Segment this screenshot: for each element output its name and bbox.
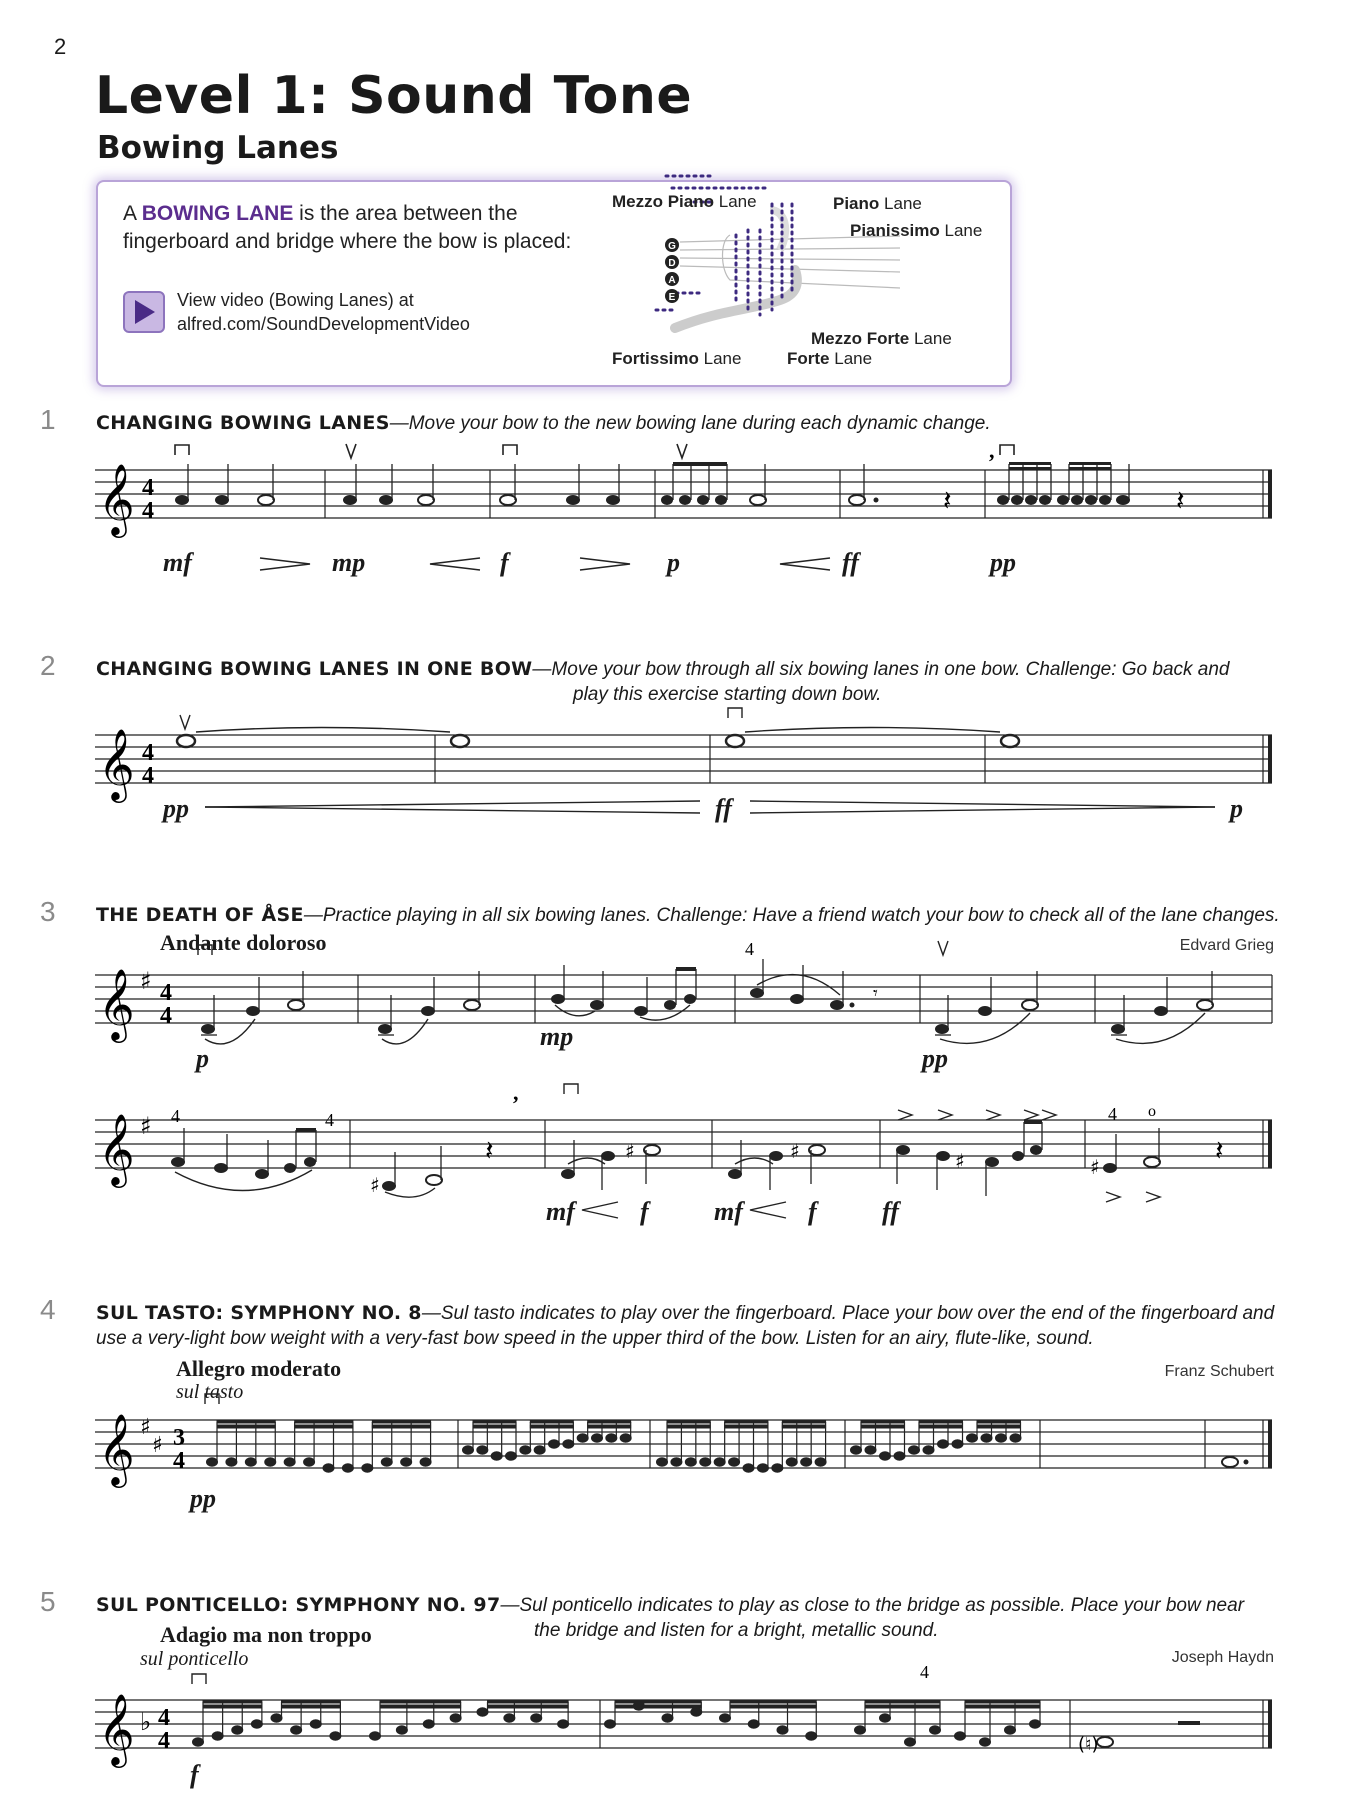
tempo-marking: Allegro moderato xyxy=(176,1356,342,1381)
exercise-heading: SUL TASTO: SYMPHONY NO. 8—Sul tasto indicates to play over the fingerboard. Place your bow over the end of the fingerboard and xyxy=(96,1302,1275,1324)
note-head xyxy=(851,1446,862,1454)
note-beam xyxy=(615,1700,701,1703)
note-head xyxy=(700,1458,711,1466)
svg-text:(♮): (♮) xyxy=(1078,1734,1099,1755)
note-head xyxy=(420,1458,431,1466)
lane-label-fortissimo: Fortissimo Lane xyxy=(612,349,742,368)
note-head xyxy=(207,1458,218,1466)
note-head xyxy=(592,1434,603,1442)
dynamic-mark: mf xyxy=(163,548,192,577)
note-head xyxy=(729,1458,740,1466)
svg-text:4: 4 xyxy=(745,939,754,959)
note-head xyxy=(691,1708,702,1716)
lane-label-mezzo-piano: Mezzo Piano Lane xyxy=(612,192,757,211)
note-beam xyxy=(667,1425,710,1428)
dynamic-mark: f xyxy=(190,1760,199,1789)
note-beam xyxy=(919,1425,963,1428)
note-head xyxy=(772,1464,783,1472)
svg-text:𝄽: 𝄽 xyxy=(1215,1134,1224,1167)
note-head xyxy=(423,1720,434,1728)
note-head xyxy=(743,1464,754,1472)
page-subtitle: Bowing Lanes xyxy=(97,130,339,166)
note-beam xyxy=(488,1705,569,1708)
composer: Franz Schubert xyxy=(1164,1363,1274,1380)
play-icon xyxy=(132,299,156,325)
note-head xyxy=(909,1446,920,1454)
svg-text:4: 4 xyxy=(920,1662,929,1682)
dynamic-mark: f xyxy=(808,1197,817,1226)
string-label-g: G xyxy=(668,241,676,252)
svg-text:♯: ♯ xyxy=(140,1112,152,1140)
lane-label-pianissimo: Pianissimo Lane xyxy=(850,221,983,240)
svg-text:𝄞: 𝄞 xyxy=(98,727,135,800)
note-head xyxy=(212,1732,223,1740)
note-head xyxy=(786,1458,797,1466)
staff-exercise-5 xyxy=(0,1662,1350,1790)
note-beam xyxy=(372,1425,430,1428)
note-head xyxy=(271,1714,282,1722)
svg-text:♯: ♯ xyxy=(1090,1155,1100,1179)
note-beam xyxy=(861,1425,905,1428)
svg-text:4: 4 xyxy=(142,763,154,789)
dynamic-mark: mf xyxy=(546,1197,575,1226)
note-beam xyxy=(615,1705,701,1708)
exercise-heading-line2: the bridge and listen for a bright, metallic sound. xyxy=(534,1620,939,1641)
note-head xyxy=(534,1446,545,1454)
note-beam xyxy=(865,1700,940,1703)
note-beam xyxy=(965,1705,1040,1708)
lane-label-mezzo-forte: Mezzo Forte Lane xyxy=(811,329,952,348)
svg-text:♯: ♯ xyxy=(790,1139,800,1163)
exercise-number: 3 xyxy=(40,896,56,927)
dynamic-mark: pp xyxy=(922,1044,948,1073)
string-label-a: A xyxy=(668,275,676,286)
dynamic-mark: ff xyxy=(842,548,859,577)
note-head xyxy=(251,1720,262,1728)
exercise-heading: SUL PONTICELLO: SYMPHONY NO. 97—Sul ponticello indicates to play as close to the bridge as possible. Place your bow near xyxy=(96,1594,1245,1616)
note-head xyxy=(362,1464,373,1472)
svg-text:3: 3 xyxy=(173,1425,185,1451)
page-number: 2 xyxy=(54,34,67,59)
exercise-heading: CHANGING BOWING LANES IN ONE BOW—Move your bow through all six bowing lanes in one bow. Challenge: Go back and xyxy=(96,658,1230,680)
note-head xyxy=(777,1726,788,1734)
svg-text:𝄞: 𝄞 xyxy=(98,967,135,1040)
svg-text:𝄽: 𝄽 xyxy=(1176,484,1185,517)
svg-text:𝄞: 𝄞 xyxy=(98,1692,135,1765)
svg-text:𝄞: 𝄞 xyxy=(98,1112,135,1185)
note-head xyxy=(955,1732,966,1740)
expression-marking: sul ponticello xyxy=(140,1648,249,1670)
note-head xyxy=(952,1440,963,1448)
note-head xyxy=(232,1726,243,1734)
note-beam xyxy=(473,1425,516,1428)
note-head xyxy=(477,1446,488,1454)
note-beam xyxy=(203,1705,262,1708)
note-head xyxy=(477,1708,488,1716)
exercise-number: 2 xyxy=(40,650,56,681)
svg-text:𝄽: 𝄽 xyxy=(943,484,952,517)
note-beam xyxy=(730,1700,816,1703)
note-head xyxy=(806,1732,817,1740)
string-label-e: E xyxy=(668,292,676,303)
note-head xyxy=(996,1434,1007,1442)
exercise-number: 4 xyxy=(40,1294,56,1325)
video-link[interactable] xyxy=(177,288,470,336)
svg-text:o: o xyxy=(1148,1103,1156,1120)
note-head xyxy=(1010,1434,1021,1442)
note-head xyxy=(671,1458,682,1466)
note-head xyxy=(284,1458,295,1466)
note-head xyxy=(923,1446,934,1454)
note-head xyxy=(504,1714,515,1722)
svg-text:♯: ♯ xyxy=(140,967,152,995)
expression-marking: sul tasto xyxy=(176,1381,244,1403)
note-head xyxy=(193,1738,204,1746)
note-head xyxy=(265,1458,276,1466)
note-head xyxy=(657,1458,668,1466)
svg-text:,: , xyxy=(989,438,995,463)
note-head xyxy=(558,1720,569,1728)
note-head xyxy=(549,1440,560,1448)
note-beam xyxy=(282,1700,341,1703)
note-beam xyxy=(588,1420,631,1423)
note-head xyxy=(381,1458,392,1466)
note-head xyxy=(685,1458,696,1466)
note-head xyxy=(801,1458,812,1466)
staff-exercise-3-line-2 xyxy=(0,1080,1350,1210)
note-beam xyxy=(588,1425,631,1428)
note-beam xyxy=(380,1705,461,1708)
note-head xyxy=(855,1726,866,1734)
note-head xyxy=(304,1458,315,1466)
intro-rest: is the area between the fingerboard and bridge where the bow is placed: xyxy=(123,202,572,253)
note-beam xyxy=(473,1420,516,1423)
note-head xyxy=(506,1452,517,1460)
note-head xyxy=(310,1720,321,1728)
intro-prefix: A xyxy=(123,202,142,225)
play-video-button[interactable] xyxy=(123,291,165,333)
note-head xyxy=(370,1732,381,1740)
note-beam xyxy=(861,1420,905,1423)
exercise-heading-line2: play this exercise starting down bow. xyxy=(573,684,882,705)
note-head xyxy=(291,1726,302,1734)
dynamic-mark: pp xyxy=(163,794,189,823)
note-beam xyxy=(282,1705,341,1708)
bowing-lane-definition xyxy=(123,200,593,256)
dynamic-mark: pp xyxy=(190,1484,216,1513)
dynamic-mark: f xyxy=(640,1197,649,1226)
note-head xyxy=(463,1446,474,1454)
staff-exercise-2 xyxy=(0,715,1350,825)
note-beam xyxy=(530,1425,573,1428)
note-head xyxy=(865,1446,876,1454)
dynamic-mark: mf xyxy=(714,1197,743,1226)
note-head xyxy=(606,1434,617,1442)
note-head xyxy=(981,1434,992,1442)
note-head xyxy=(563,1440,574,1448)
note-head xyxy=(620,1434,631,1442)
dynamic-mark: mp xyxy=(540,1022,574,1051)
video-link-url[interactable]: alfred.com/SoundDevelopmentVideo xyxy=(177,314,470,334)
note-head xyxy=(880,1714,891,1722)
bowing-lane-term: BOWING LANE xyxy=(141,202,294,225)
note-head xyxy=(967,1434,978,1442)
page-title: Level 1: Sound Tone xyxy=(95,66,693,126)
note-beam xyxy=(977,1425,1021,1428)
dynamic-mark: p xyxy=(667,548,680,577)
svg-text:♯: ♯ xyxy=(955,1149,965,1173)
note-head xyxy=(815,1458,826,1466)
svg-text:4: 4 xyxy=(160,1003,172,1029)
dynamic-mark: mp xyxy=(332,548,366,577)
svg-text:4: 4 xyxy=(325,1110,334,1130)
lane-label-forte: Forte Lane xyxy=(787,349,873,368)
svg-text:4: 4 xyxy=(158,1705,170,1731)
lane-label-piano: Piano Lane xyxy=(833,194,922,213)
svg-text:4: 4 xyxy=(142,475,154,501)
svg-text:♯: ♯ xyxy=(140,1415,151,1440)
svg-text:𝄞: 𝄞 xyxy=(98,1412,135,1485)
svg-text:,: , xyxy=(513,1080,519,1105)
exercise-number: 1 xyxy=(40,404,56,435)
note-beam xyxy=(977,1420,1021,1423)
note-head xyxy=(342,1464,353,1472)
svg-text:♯: ♯ xyxy=(625,1139,635,1163)
note-head xyxy=(905,1738,916,1746)
dynamic-mark: f xyxy=(500,548,509,577)
note-head xyxy=(930,1726,941,1734)
note-head xyxy=(938,1440,949,1448)
note-head xyxy=(880,1452,891,1460)
note-head xyxy=(323,1464,334,1472)
note-head xyxy=(757,1464,768,1472)
note-head xyxy=(894,1452,905,1460)
note-head xyxy=(491,1452,502,1460)
dynamic-mark: pp xyxy=(990,548,1016,577)
note-beam xyxy=(782,1420,825,1423)
note-beam xyxy=(295,1420,353,1423)
note-head xyxy=(531,1714,542,1722)
tempo-marking: Andante doloroso xyxy=(160,930,327,955)
string-label-d: D xyxy=(668,258,676,269)
note-head xyxy=(226,1458,237,1466)
dynamic-mark: p xyxy=(1230,794,1243,823)
note-beam xyxy=(217,1420,275,1423)
composer: Edvard Grieg xyxy=(1179,937,1274,954)
exercise-number: 5 xyxy=(40,1586,56,1617)
exercise-heading: CHANGING BOWING LANES—Move your bow to the new bowing lane during each dynamic change. xyxy=(96,412,991,434)
note-head xyxy=(401,1458,412,1466)
note-beam xyxy=(380,1700,461,1703)
svg-text:4: 4 xyxy=(171,1106,180,1126)
note-head xyxy=(1030,1720,1041,1728)
svg-text:4: 4 xyxy=(1108,1104,1117,1124)
note-beam xyxy=(372,1420,430,1423)
note-head xyxy=(605,1720,616,1728)
note-head xyxy=(714,1458,725,1466)
note-head xyxy=(330,1732,341,1740)
svg-text:𝄽: 𝄽 xyxy=(485,1134,494,1167)
svg-text:𝄾: 𝄾 xyxy=(873,983,878,1004)
svg-text:4: 4 xyxy=(142,498,154,524)
svg-text:𝄞: 𝄞 xyxy=(98,462,135,535)
note-beam xyxy=(488,1700,569,1703)
note-head xyxy=(720,1714,731,1722)
note-beam xyxy=(725,1420,768,1423)
tempo-marking: Adagio ma non troppo xyxy=(160,1622,372,1647)
exercise-heading: THE DEATH OF ÅSE—Practice playing in all six bowing lanes. Challenge: Have a friend watch your bow to check all of the lane changes. xyxy=(96,904,1280,926)
svg-text:♯: ♯ xyxy=(370,1173,380,1197)
note-beam xyxy=(865,1705,940,1708)
note-beam xyxy=(782,1425,825,1428)
composer: Joseph Haydn xyxy=(1171,1649,1274,1666)
note-head xyxy=(748,1720,759,1728)
note-beam xyxy=(965,1700,1040,1703)
note-head xyxy=(520,1446,531,1454)
svg-text:♯: ♯ xyxy=(152,1433,163,1458)
note-head xyxy=(1005,1726,1016,1734)
note-beam xyxy=(217,1425,275,1428)
dynamic-mark: ff xyxy=(882,1197,899,1226)
dynamic-mark: ff xyxy=(715,794,732,823)
note-beam xyxy=(730,1705,816,1708)
svg-text:4: 4 xyxy=(160,980,172,1006)
svg-text:4: 4 xyxy=(142,740,154,766)
note-head xyxy=(450,1714,461,1722)
note-head xyxy=(980,1738,991,1746)
video-link-line1: View video (Bowing Lanes) at xyxy=(177,290,414,310)
note-beam xyxy=(203,1700,262,1703)
note-head xyxy=(245,1458,256,1466)
svg-text:4: 4 xyxy=(158,1728,170,1754)
note-head xyxy=(577,1434,588,1442)
svg-text:4: 4 xyxy=(173,1448,185,1474)
svg-text:♭: ♭ xyxy=(140,1708,152,1736)
note-beam xyxy=(725,1425,768,1428)
note-beam xyxy=(667,1420,710,1423)
note-beam xyxy=(295,1425,353,1428)
dynamic-mark: p xyxy=(196,1044,209,1073)
exercise-heading-line2: use a very-light bow weight with a very-fast bow speed in the upper third of the bow. Listen for an airy, flute-like, sound. xyxy=(96,1328,1094,1349)
note-beam xyxy=(919,1420,963,1423)
note-head xyxy=(662,1714,673,1722)
note-head xyxy=(396,1726,407,1734)
note-beam xyxy=(530,1420,573,1423)
